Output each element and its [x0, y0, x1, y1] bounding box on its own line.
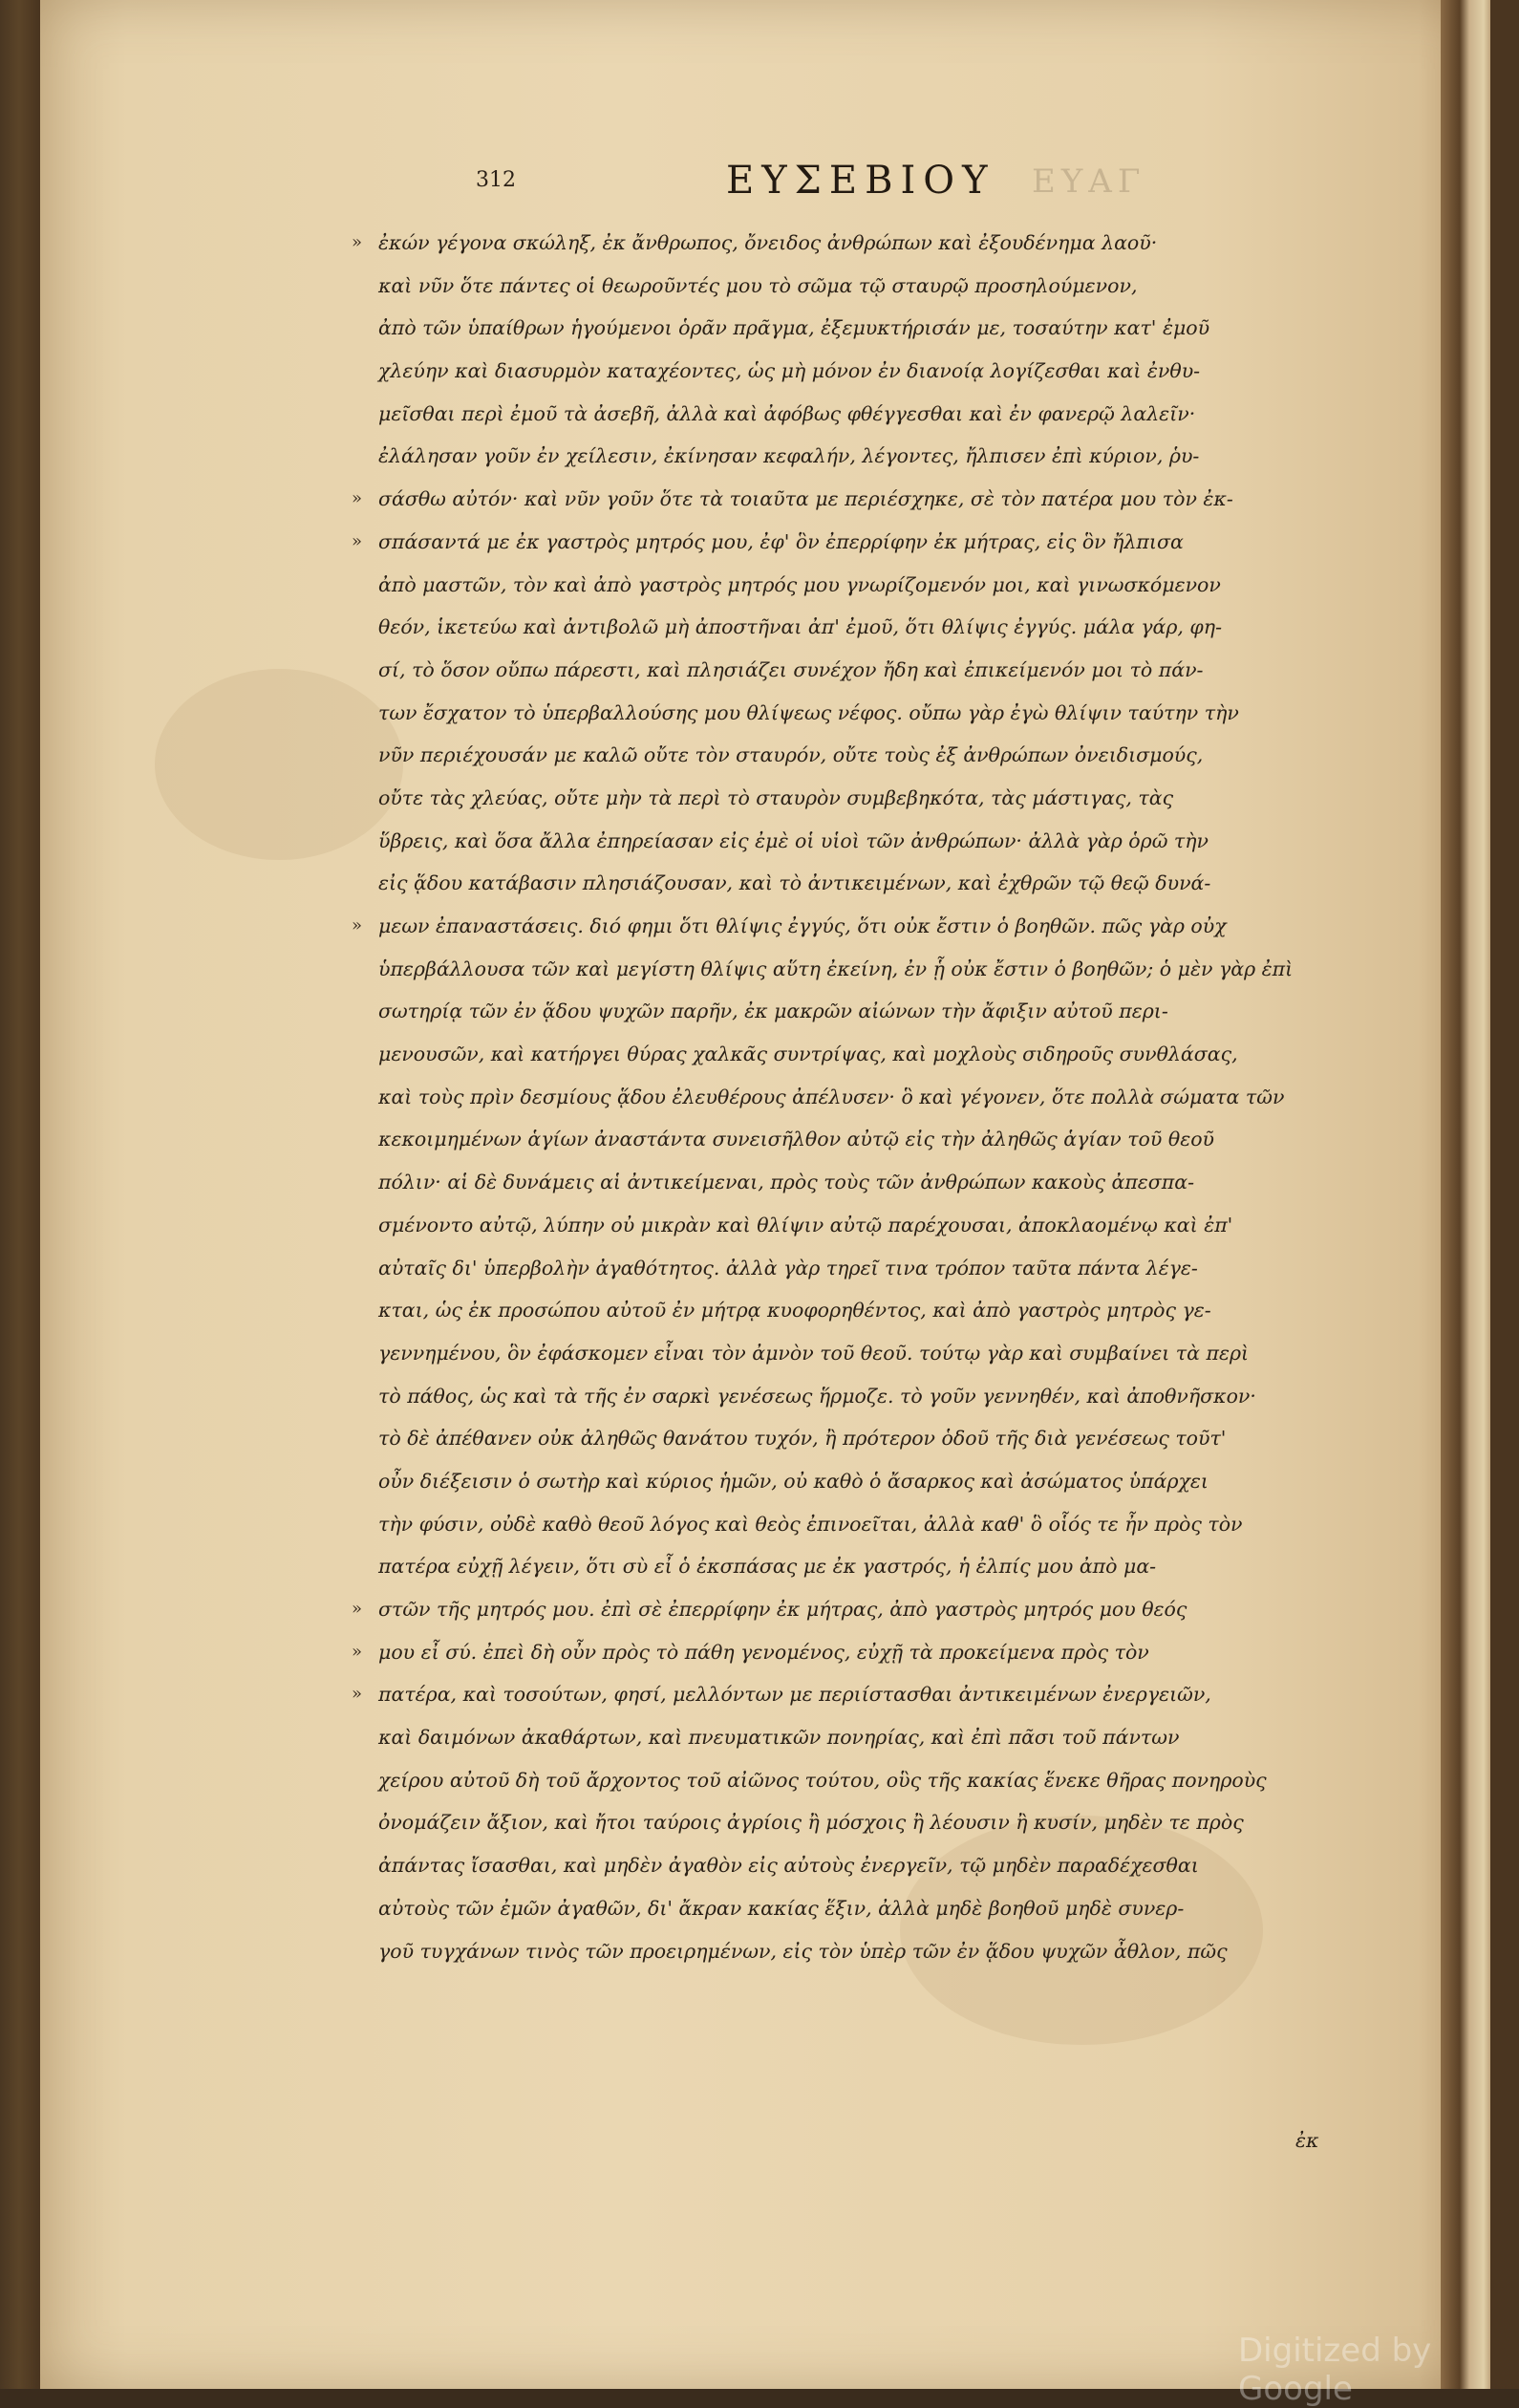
text-line	[378, 777, 1343, 820]
text-line	[378, 564, 1343, 607]
line-text: ἀπὸ τῶν ὑπαίθρων ἡγούμενοι ὁρᾶν πρᾶγμα, ἐξεμυκτήρισάν με, τοσαύτην κατ' ἐμοῦ	[378, 316, 1210, 340]
text-line	[378, 1247, 1343, 1290]
line-text: καὶ δαιμόνων ἀκαθάρτων, καὶ πνευματικῶν πονηρίας, καὶ ἐπὶ πᾶσι τοῦ πάντων	[378, 1726, 1180, 1750]
text-line	[378, 1076, 1343, 1119]
running-head: ΕΥΣΕΒΙΟΥ	[726, 159, 995, 203]
line-text: εἰς ᾅδου κατάβασιν πλησιάζουσαν, καὶ τὸ ἀντικειμένων, καὶ ἐχθρῶν τῷ θεῷ δυνά-	[378, 871, 1211, 895]
body-text	[352, 222, 1343, 1972]
quotation-marker: »	[352, 1684, 363, 1705]
book-binding-edge	[1441, 0, 1490, 2389]
text-line	[378, 1460, 1343, 1503]
text-line	[378, 1759, 1343, 1802]
line-text: τὸ δὲ ἀπέθανεν οὐκ ἀληθῶς θανάτου τυχόν, ἢ πρότερον ὁδοῦ τῆς διὰ γενέσεως τοῦτ'	[378, 1427, 1227, 1451]
line-text: σάσθω αὐτόν· καὶ νῦν γοῦν ὅτε τὰ τοιαῦτα με περιέσχηκε, σὲ τὸν πατέρα μου τὸν ἐκ-	[378, 487, 1233, 511]
text-line	[378, 1716, 1343, 1759]
page-number: 312	[476, 168, 516, 192]
text-line	[378, 1801, 1343, 1844]
text-line	[378, 1844, 1343, 1887]
line-text: σωτηρίᾳ τῶν ἐν ᾅδου ψυχῶν παρῆν, ἐκ μακρῶν αἰώνων τὴν ἄφιξιν αὐτοῦ περι-	[378, 1000, 1168, 1023]
line-text: ἀπάντας ἴσασθαι, καὶ μηδὲν ἀγαθὸν εἰς αὐτοὺς ἐνεργεῖν, τῷ μηδὲν παραδέχεσθαι	[378, 1854, 1199, 1878]
text-line	[378, 692, 1343, 735]
catchword: ἐκ	[1295, 2129, 1319, 2152]
line-text: κται, ὡς ἐκ προσώπου αὐτοῦ ἐν μήτρᾳ κυοφορηθέντος, καὶ ἀπὸ γαστρὸς μητρὸς γε-	[378, 1299, 1211, 1322]
line-text: γεννημένου, ὃν ἐφάσκομεν εἶναι τὸν ἀμνὸν τοῦ θεοῦ. τούτῳ γὰρ καὶ συμβαίνει τὰ περὶ	[378, 1341, 1250, 1365]
line-text: μου εἶ σύ. ἐπεὶ δὴ οὖν πρὸς τὸ πάθη γενομένος, εὐχῇ τὰ προκείμενα πρὸς τὸν	[378, 1640, 1149, 1664]
line-text: τὸ πάθος, ὡς καὶ τὰ τῆς ἐν σαρκὶ γενέσεως ἥρμοζε. τὸ γοῦν γεννηθέν, καὶ ἀποθνῆσκον·	[378, 1384, 1256, 1408]
line-text: σί, τὸ ὅσον οὔπω πάρεστι, καὶ πλησιάζει συνέχον ἤδη καὶ ἐπικείμενόν μοι τὸ πάν-	[378, 657, 1204, 681]
line-text: ἀπὸ μαστῶν, τὸν καὶ ἀπὸ γαστρὸς μητρός μου γνωρίζομενόν μοι, καὶ γινωσκόμενον	[378, 572, 1221, 596]
digitizer-watermark: Digitized by Google	[1238, 2332, 1432, 2408]
line-text: ἐκών γέγονα σκώληξ, ἐκ ἄνθρωπος, ὄνειδος ἀνθρώπων καὶ ἐξουδένημα λαοῦ·	[378, 231, 1158, 254]
text-line	[352, 521, 1343, 564]
text-line	[378, 1503, 1343, 1546]
text-line	[378, 1332, 1343, 1375]
line-text: κεκοιμημένων ἁγίων ἀναστάντα συνεισῆλθον αὐτῷ εἰς τὴν ἀληθῶς ἁγίαν τοῦ θεοῦ	[378, 1128, 1215, 1151]
text-line	[378, 1118, 1343, 1161]
line-text: ἐλάλησαν γοῦν ἐν χείλεσιν, ἐκίνησαν κεφαλήν, λέγοντες, ἤλπισεν ἐπὶ κύριον, ῥυ-	[378, 444, 1200, 468]
text-line	[352, 1673, 1343, 1716]
line-text: ὑπερβάλλουσα τῶν καὶ μεγίστη θλίψις αὕτη ἐκείνη, ἐν ᾗ οὐκ ἔστιν ὁ βοηθῶν; ὁ μὲν γὰρ ἐπὶ	[378, 957, 1294, 980]
line-text: χλεύην καὶ διασυρμὸν καταχέοντες, ὡς μὴ μόνον ἐν διανοίᾳ λογίζεσθαι καὶ ἐνθυ-	[378, 359, 1201, 383]
bleed-through-text: ΕΥΑΓ	[1032, 162, 1146, 201]
text-line	[378, 862, 1343, 905]
line-text: σπάσαντά με ἐκ γαστρὸς μητρός μου, ἐφ' ὃν ἐπερρίφην ἐκ μήτρας, εἰς ὃν ἤλπισα	[378, 529, 1184, 553]
quotation-marker: »	[352, 530, 363, 551]
line-text: νῦν περιέχουσάν με καλῶ οὔτε τὸν σταυρόν, οὔτε τοὺς ἐξ ἀνθρώπων ὀνειδισμούς,	[378, 743, 1204, 767]
text-line	[352, 905, 1343, 948]
text-line	[378, 1204, 1343, 1247]
quotation-marker: »	[352, 1599, 363, 1619]
text-line	[352, 1588, 1343, 1631]
quotation-marker: »	[352, 915, 363, 935]
line-text: θεόν, ἱκετεύω καὶ ἀντιβολῶ μὴ ἀποστῆναι ἀπ' ἐμοῦ, ὅτι θλίψις ἐγγύς. μάλα γάρ, φη-	[378, 615, 1222, 639]
line-text: πόλιν· αἱ δὲ δυνάμεις αἱ ἀντικείμεναι, πρὸς τοὺς τῶν ἀνθρώπων κακοὺς ἀπεσπα-	[378, 1171, 1195, 1194]
text-line	[378, 1033, 1343, 1076]
text-line	[378, 948, 1343, 991]
text-line	[378, 734, 1343, 777]
line-text: μενουσῶν, καὶ κατήργει θύρας χαλκᾶς συντρίψας, καὶ μοχλοὺς σιδηροῦς συνθλάσας,	[378, 1043, 1238, 1066]
line-text: στῶν τῆς μητρός μου. ἐπὶ σὲ ἐπερρίφην ἐκ μήτρας, ἀπὸ γαστρὸς μητρός μου θεός	[378, 1598, 1187, 1621]
text-line	[378, 820, 1343, 863]
text-line	[378, 1930, 1343, 1973]
line-text: τὴν φύσιν, οὐδὲ καθὸ θεοῦ λόγος καὶ θεὸς ἐπινοεῖται, ἀλλὰ καθ' ὃ οἷός τε ἦν πρὸς τὸν	[378, 1512, 1243, 1536]
line-text: αὐταῖς δι' ὑπερβολὴν ἀγαθότητος. ἀλλὰ γὰρ τηρεῖ τινα τρόπον ταῦτα πάντα λέγε-	[378, 1256, 1198, 1279]
text-line	[378, 1161, 1343, 1204]
line-text: οὖν διέξεισιν ὁ σωτὴρ καὶ κύριος ἡμῶν, οὐ καθὸ ὁ ἄσαρκος καὶ ἀσώματος ὑπάρχει	[378, 1469, 1209, 1493]
text-line	[378, 990, 1343, 1033]
text-line	[378, 1887, 1343, 1930]
line-text: ὕβρεις, καὶ ὅσα ἄλλα ἐπηρείασαν εἰς ἐμὲ οἱ υἱοὶ τῶν ἀνθρώπων· ἀλλὰ γὰρ ὁρῶ τὴν	[378, 828, 1209, 852]
line-text: αὐτοὺς τῶν ἐμῶν ἀγαθῶν, δι' ἄκραν κακίας ἕξιν, ἀλλὰ μηδὲ βοηθοῦ μηδὲ συνερ-	[378, 1896, 1185, 1920]
line-text: πατέρα εὐχῇ λέγειν, ὅτι σὺ εἶ ὁ ἐκσπάσας με ἐκ γαστρός, ἡ ἐλπίς μου ἀπὸ μα-	[378, 1555, 1157, 1579]
line-text: χείρου αὐτοῦ δὴ τοῦ ἄρχοντος τοῦ αἰῶνος τούτου, οὓς τῆς κακίας ἕνεκε θῆρας πονηροὺς	[378, 1768, 1267, 1792]
text-line	[352, 1631, 1343, 1674]
line-text: καὶ νῦν ὅτε πάντες οἱ θεωροῦντές μου τὸ σῶμα τῷ σταυρῷ προσηλούμενον,	[378, 273, 1138, 297]
text-line	[378, 1375, 1343, 1418]
line-text: πατέρα, καὶ τοσούτων, φησί, μελλόντων με περιίστασθαι ἀντικειμένων ἐνεργειῶν,	[378, 1683, 1211, 1707]
line-text: καὶ τοὺς πρὶν δεσμίους ᾅδου ἐλευθέρους ἀπέλυσεν· ὃ καὶ γέγονεν, ὅτε πολλὰ σώματα τῶν	[378, 1085, 1285, 1108]
line-text: οὔτε τὰς χλεύας, οὔτε μὴν τὰ περὶ τὸ σταυρὸν συμβεβηκότα, τὰς μάστιγας, τὰς	[378, 785, 1174, 809]
quotation-marker: »	[352, 232, 363, 252]
text-line	[352, 222, 1343, 265]
line-text: ὀνομάζειν ἄξιον, καὶ ἤτοι ταύροις ἀγρίοις ἢ μόσχοις ἢ λέουσιν ἢ κυσίν, μηδὲν τε πρὸς	[378, 1811, 1244, 1835]
text-line	[378, 606, 1343, 649]
line-text: μεῖσθαι περὶ ἐμοῦ τὰ ἀσεβῆ, ἀλλὰ καὶ ἀφόβως φθέγγεσθαι καὶ ἐν φανερῷ λαλεῖν·	[378, 401, 1196, 425]
text-line	[378, 1289, 1343, 1332]
text-line	[378, 393, 1343, 436]
text-line	[352, 478, 1343, 521]
line-text: των ἔσχατον τὸ ὑπερβαλλούσης μου θλίψεως νέφος. οὔπω γὰρ ἐγὼ θλίψιν ταύτην τὴν	[378, 700, 1239, 724]
text-line	[378, 350, 1343, 393]
line-text: μεων ἐπαναστάσεις. διό φημι ὅτι θλίψις ἐγγύς, ὅτι οὐκ ἔστιν ὁ βοηθῶν. πῶς γὰρ οὐχ	[378, 914, 1227, 937]
quotation-marker: »	[352, 488, 363, 509]
text-line	[378, 1545, 1343, 1588]
text-line	[378, 1417, 1343, 1460]
quotation-marker: »	[352, 1641, 363, 1662]
text-line	[378, 649, 1343, 692]
text-line	[378, 435, 1343, 478]
line-text: γοῦ τυγχάνων τινὸς τῶν προειρημένων, εἰς τὸν ὑπὲρ τῶν ἐν ᾅδου ψυχῶν ἆθλον, πῶς	[378, 1939, 1228, 1963]
paper-stain	[155, 669, 403, 860]
text-line	[378, 307, 1343, 350]
line-text: σμένοντο αὐτῷ, λύπην οὐ μικρὰν καὶ θλίψιν αὐτῷ παρέχουσαι, ἀποκλαομένῳ καὶ ἐπ'	[378, 1213, 1233, 1236]
text-line	[378, 265, 1343, 308]
